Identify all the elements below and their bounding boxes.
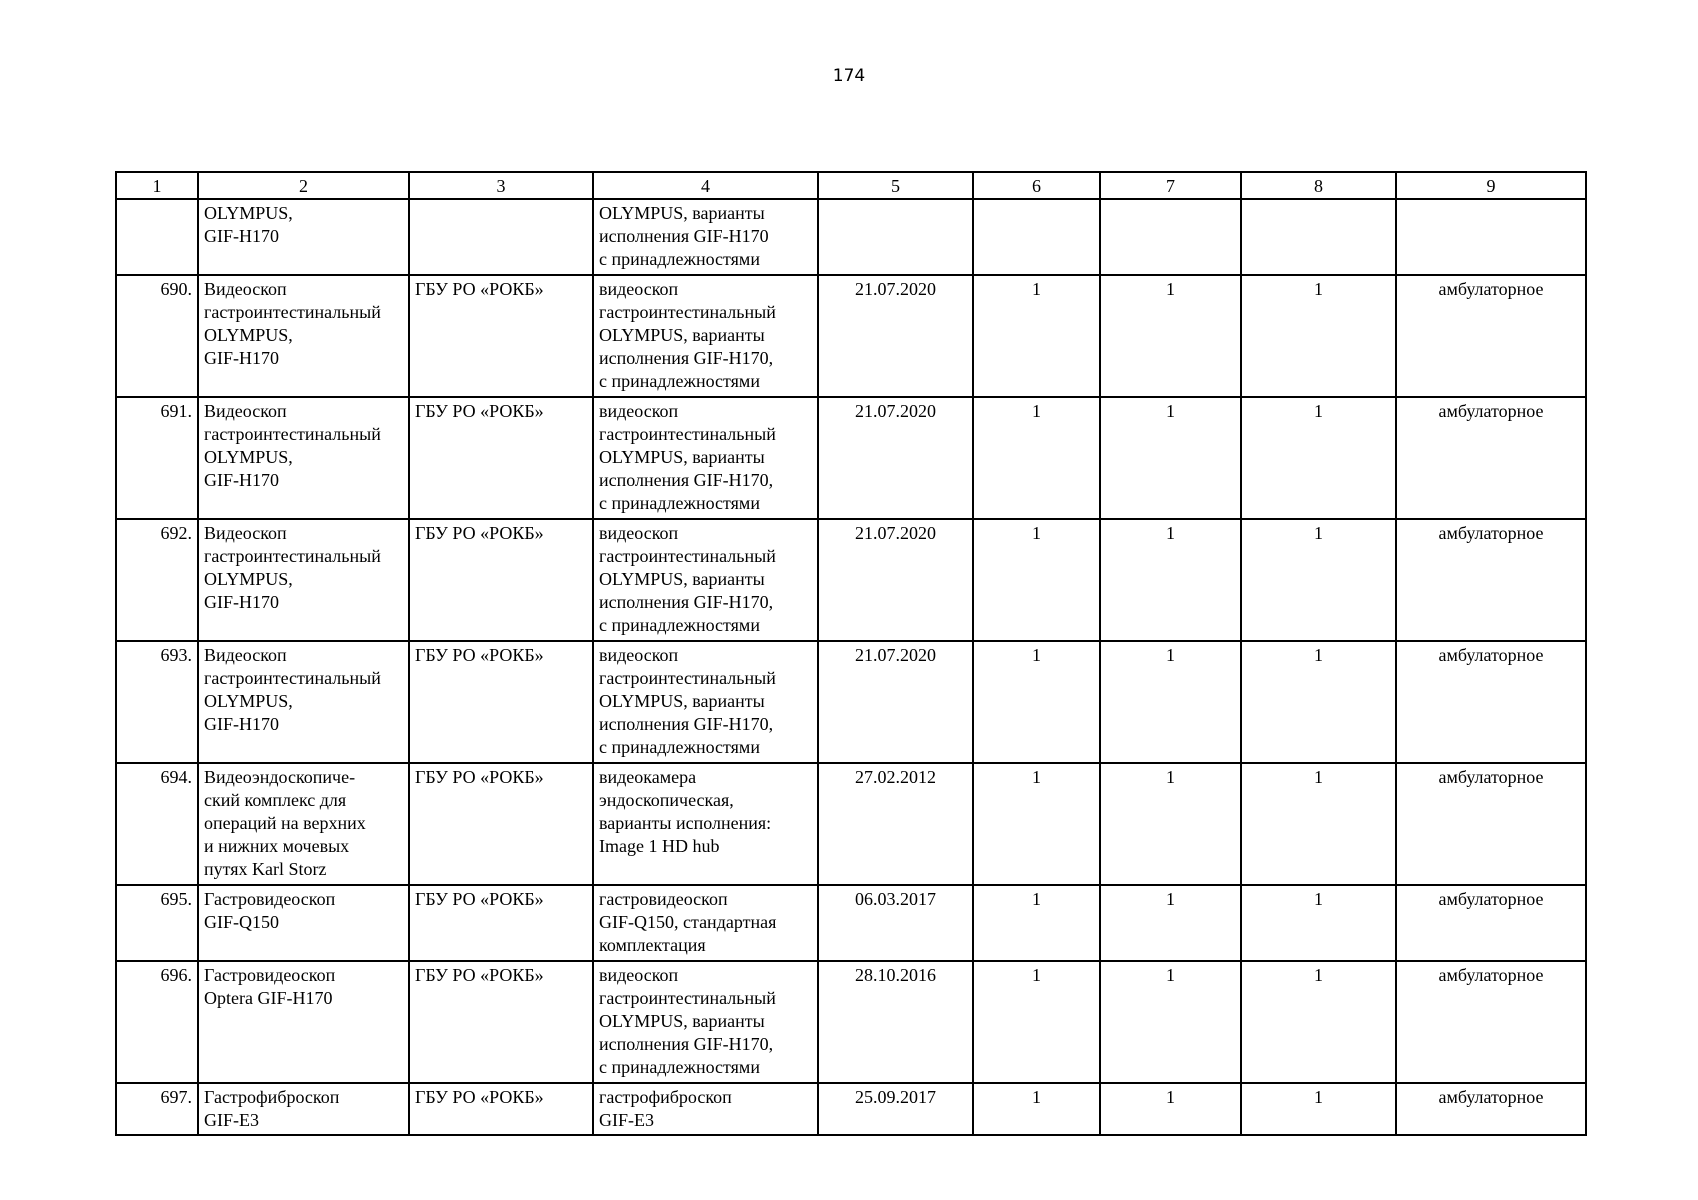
organization: ГБУ РО «РОКБ» (409, 397, 593, 519)
table-row (116, 961, 1586, 1083)
table-row (116, 763, 1586, 885)
organization: ГБУ РО «РОКБ» (409, 641, 593, 763)
table-row (116, 199, 1586, 275)
col6-value: 1 (973, 275, 1100, 397)
table-row (116, 275, 1586, 397)
equipment-name: Видеоскоп гастроинтестинальный OLYMPUS, GIF-H170 (198, 275, 409, 397)
care-type (1396, 199, 1586, 275)
column-header: 8 (1241, 172, 1396, 199)
date: 27.02.2012 (818, 763, 973, 885)
equipment-name: Гастровидеоскоп GIF-Q150 (198, 885, 409, 961)
col8-value: 1 (1241, 519, 1396, 641)
care-type: амбулаторное (1396, 1083, 1586, 1135)
table-row (116, 641, 1586, 763)
care-type: амбулаторное (1396, 641, 1586, 763)
equipment-table (115, 171, 1587, 1136)
row-number: 697. (116, 1083, 198, 1135)
col7-value: 1 (1100, 961, 1241, 1083)
col6-value: 1 (973, 397, 1100, 519)
column-header: 2 (198, 172, 409, 199)
row-number: 693. (116, 641, 198, 763)
col7-value: 1 (1100, 1083, 1241, 1135)
table-row (116, 519, 1586, 641)
col8-value: 1 (1241, 641, 1396, 763)
organization: ГБУ РО «РОКБ» (409, 519, 593, 641)
organization: ГБУ РО «РОКБ» (409, 961, 593, 1083)
col7-value: 1 (1100, 885, 1241, 961)
col7-value: 1 (1100, 763, 1241, 885)
date: 28.10.2016 (818, 961, 973, 1083)
equipment-name: Гастрофиброскоп GIF-E3 (198, 1083, 409, 1135)
care-type: амбулаторное (1396, 397, 1586, 519)
column-header: 7 (1100, 172, 1241, 199)
care-type: амбулаторное (1396, 763, 1586, 885)
date: 21.07.2020 (818, 397, 973, 519)
date: 25.09.2017 (818, 1083, 973, 1135)
organization: ГБУ РО «РОКБ» (409, 275, 593, 397)
table-row (116, 885, 1586, 961)
organization (409, 199, 593, 275)
care-type: амбулаторное (1396, 519, 1586, 641)
equipment-description: видеоскоп гастроинтестинальный OLYMPUS, варианты исполнения GIF-H170, с принадлежностями (593, 961, 818, 1083)
column-header: 6 (973, 172, 1100, 199)
row-number: 690. (116, 275, 198, 397)
col8-value: 1 (1241, 1083, 1396, 1135)
organization: ГБУ РО «РОКБ» (409, 885, 593, 961)
col8-value: 1 (1241, 275, 1396, 397)
col7-value: 1 (1100, 275, 1241, 397)
table-header-row (116, 172, 1586, 199)
table-row (116, 1083, 1586, 1135)
equipment-description: OLYMPUS, варианты исполнения GIF-H170 с принадлежностями (593, 199, 818, 275)
col6-value: 1 (973, 519, 1100, 641)
column-header: 5 (818, 172, 973, 199)
col8-value (1241, 199, 1396, 275)
row-number: 696. (116, 961, 198, 1083)
col7-value: 1 (1100, 641, 1241, 763)
col8-value: 1 (1241, 397, 1396, 519)
col6-value: 1 (973, 641, 1100, 763)
col7-value: 1 (1100, 397, 1241, 519)
col6-value: 1 (973, 1083, 1100, 1135)
equipment-name: Видеоэндоскопиче- ский комплекс для операций на верхних и нижних мочевых путях Karl Storz (198, 763, 409, 885)
page-number: 174 (832, 66, 866, 86)
row-number: 692. (116, 519, 198, 641)
row-number (116, 199, 198, 275)
equipment-description: видеоскоп гастроинтестинальный OLYMPUS, варианты исполнения GIF-H170, с принадлежностями (593, 275, 818, 397)
col7-value: 1 (1100, 519, 1241, 641)
care-type: амбулаторное (1396, 885, 1586, 961)
equipment-name: OLYMPUS, GIF-H170 (198, 199, 409, 275)
date: 06.03.2017 (818, 885, 973, 961)
care-type: амбулаторное (1396, 961, 1586, 1083)
row-number: 695. (116, 885, 198, 961)
equipment-name: Видеоскоп гастроинтестинальный OLYMPUS, GIF-H170 (198, 641, 409, 763)
row-number: 691. (116, 397, 198, 519)
column-header: 1 (116, 172, 198, 199)
date: 21.07.2020 (818, 275, 973, 397)
equipment-description: видеоскоп гастроинтестинальный OLYMPUS, варианты исполнения GIF-H170, с принадлежностями (593, 519, 818, 641)
column-header: 3 (409, 172, 593, 199)
date: 21.07.2020 (818, 641, 973, 763)
equipment-description: видеоскоп гастроинтестинальный OLYMPUS, варианты исполнения GIF-H170, с принадлежностями (593, 641, 818, 763)
equipment-description: видеоскоп гастроинтестинальный OLYMPUS, варианты исполнения GIF-H170, с принадлежностями (593, 397, 818, 519)
equipment-description: видеокамера эндоскопическая, варианты исполнения: Image 1 HD hub (593, 763, 818, 885)
column-header: 4 (593, 172, 818, 199)
equipment-name: Гастровидеоскоп Optera GIF-H170 (198, 961, 409, 1083)
col6-value (973, 199, 1100, 275)
col6-value: 1 (973, 763, 1100, 885)
col8-value: 1 (1241, 763, 1396, 885)
col7-value (1100, 199, 1241, 275)
equipment-description: гастровидеоскоп GIF-Q150, стандартная комплектация (593, 885, 818, 961)
organization: ГБУ РО «РОКБ» (409, 763, 593, 885)
date: 21.07.2020 (818, 519, 973, 641)
equipment-name: Видеоскоп гастроинтестинальный OLYMPUS, GIF-H170 (198, 397, 409, 519)
equipment-description: гастрофиброскоп GIF-E3 (593, 1083, 818, 1135)
col6-value: 1 (973, 961, 1100, 1083)
organization: ГБУ РО «РОКБ» (409, 1083, 593, 1135)
column-header: 9 (1396, 172, 1586, 199)
col8-value: 1 (1241, 885, 1396, 961)
col6-value: 1 (973, 885, 1100, 961)
care-type: амбулаторное (1396, 275, 1586, 397)
equipment-name: Видеоскоп гастроинтестинальный OLYMPUS, GIF-H170 (198, 519, 409, 641)
row-number: 694. (116, 763, 198, 885)
col8-value: 1 (1241, 961, 1396, 1083)
table-row (116, 397, 1586, 519)
date (818, 199, 973, 275)
